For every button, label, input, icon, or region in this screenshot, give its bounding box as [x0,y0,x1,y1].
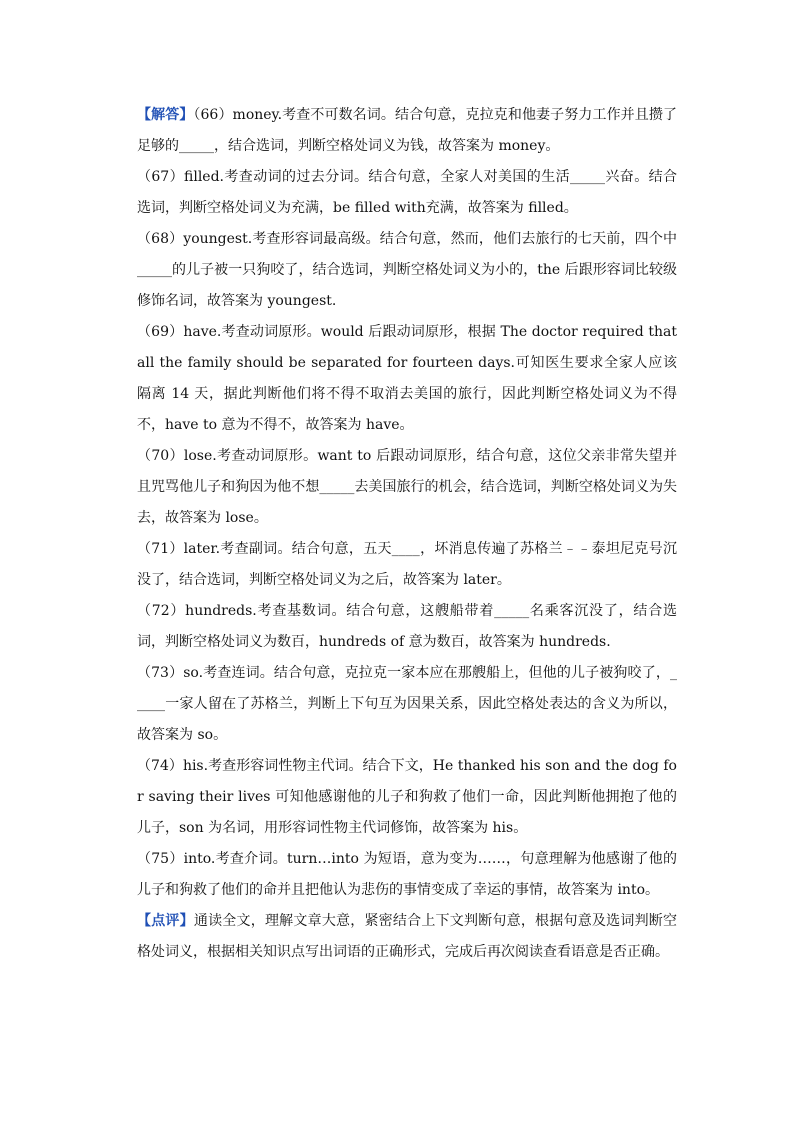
answer-tag: 【解答】 [137,107,194,123]
paragraph-71 [137,534,677,596]
paragraph-text: （66）money.考查不可数名词。结合句意，克拉克和他妻子努力工作并且攒了足够的_____，结合选词，判断空格处词义为钱，故答案为 money。 [137,107,677,154]
paragraph-74 [137,751,677,844]
paragraph-text: （74）his.考查形容词性物主代词。结合下文，He thanked his son and the dog for saving their lives 可知他感谢他的儿子和狗救了他们一命，因此判断他拥抱了他的儿子，son 为名词，用形容词性物主代词修饰，故答案为 his。 [137,758,677,836]
paragraph-75 [137,844,677,906]
paragraph-67 [137,162,677,224]
paragraph-text: （68）youngest.考查形容词最高级。结合句意，然而，他们去旅行的七天前，四个中_____的儿子被一只狗咬了，结合选词，判断空格处词义为小的，the 后跟形容词比较级修饰名词，故答案为 youngest. [137,231,677,309]
paragraph-answer-header [137,100,677,162]
paragraph-69 [137,317,677,441]
paragraph-text: 通读全文，理解文章大意，紧密结合上下文判断句意，根据句意及选词判断空格处词义，根据相关知识点写出词语的正确形式，完成后再次阅读查看语意是否正确。 [137,913,678,960]
paragraph-text: （70）lose.考查动词原形。want to 后跟动词原形，结合句意，这位父亲非常失望并且咒骂他儿子和狗因为他不想_____去美国旅行的机会，结合选词，判断空格处词义为失去，故答案为 lose。 [137,448,677,526]
paragraph-73 [137,658,677,751]
comment-tag: 【点评】 [137,913,194,929]
paragraph-text: （69）have.考查动词原形。would 后跟动词原形，根据 The doctor required that all the family should be separated for fourteen days.可知医生要求全家人应该隔离 14 天，据此判断他们将不得不取消去美国的旅行，因此判断空格处词义为不得不，have to 意为不得不，故答案为 have。 [137,324,677,433]
paragraph-text: （73）so.考查连词。结合句意，克拉克一家本应在那艘船上，但他的儿子被狗咬了，_____一家人留在了苏格兰，判断上下句互为因果关系，因此空格处表达的含义为所以，故答案为 so。 [137,665,677,743]
paragraph-text: （67）filled.考查动词的过去分词。结合句意，全家人对美国的生活_____兴奋。结合选词，判断空格处词义为充满，be filled with充满，故答案为 filled。 [137,169,677,216]
paragraph-comment [137,906,677,968]
answer-explanation [137,100,677,968]
paragraph-text: （71）later.考查副词。结合句意，五天____，坏消息传遍了苏格兰﹣﹣泰坦尼克号沉没了，结合选词，判断空格处词义为之后，故答案为 later。 [137,541,677,588]
paragraph-72 [137,596,677,658]
paragraph-text: （72）hundreds.考查基数词。结合句意，这艘船带着_____名乘客沉没了，结合选词，判断空格处词义为数百，hundreds of 意为数百，故答案为 hundreds. [137,603,677,650]
paragraph-70 [137,441,677,534]
paragraph-68 [137,224,677,317]
paragraph-text: （75）into.考查介词。turn…into 为短语，意为变为……，句意理解为他感谢了他的儿子和狗救了他们的命并且把他认为悲伤的事情变成了幸运的事情，故答案为 into。 [137,851,677,898]
